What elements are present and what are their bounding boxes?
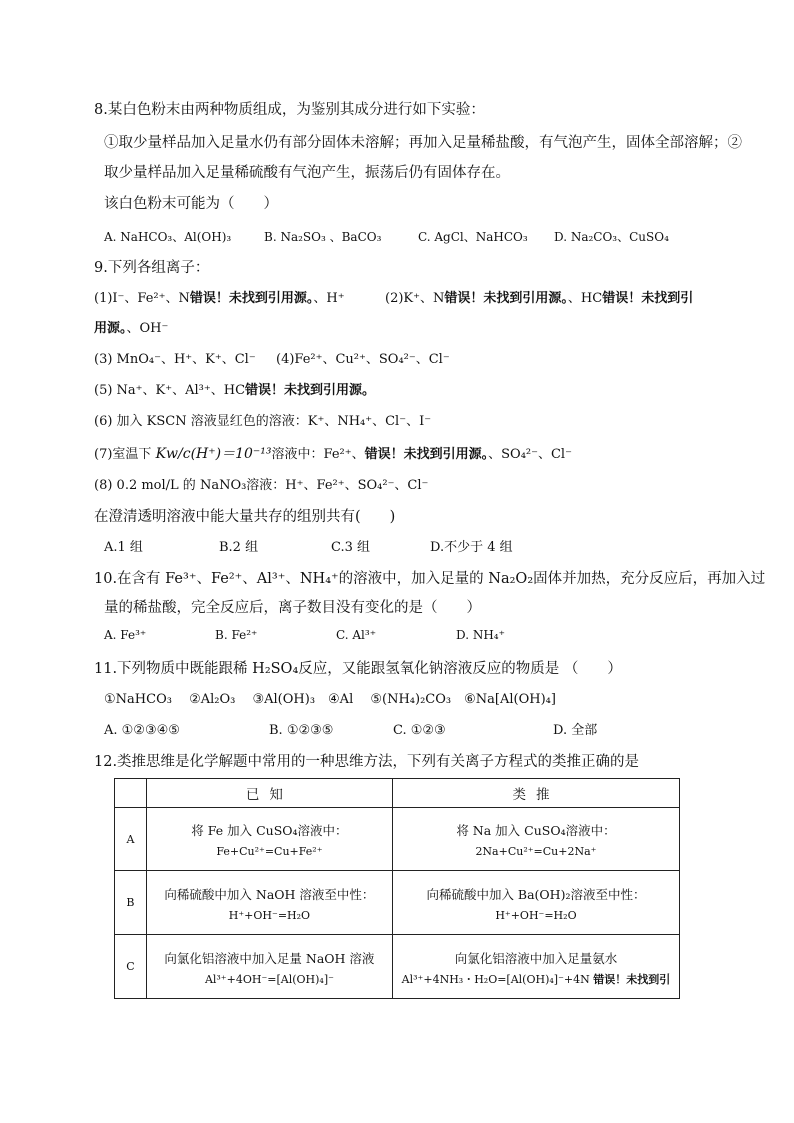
analogy-equation: 2Na+Cu²⁺=Cu+2Na⁺: [475, 845, 597, 858]
q11-stem: 11.下列物质中既能跟稀 H₂SO₄反应，又能跟氢氧化钠溶液反应的物质是 （ ）: [94, 661, 622, 677]
q8-option-a: A. NaHCO₃、Al(OH)₃: [104, 230, 232, 244]
q9-group1-ions: (1)I⁻、Fe²⁺、N: [94, 291, 190, 306]
q9-ref-error: 错误！未找到引用源。: [245, 383, 376, 398]
q10-option-c: C. Al³⁺: [336, 628, 377, 642]
known-description: 向稀硫酸中加入 NaOH 溶液至中性：: [164, 886, 375, 902]
ref-error: 错误！未找到引: [593, 972, 671, 986]
q9-group2: [385, 289, 693, 309]
q9-ref-error: 错误！未找到引用源。: [364, 447, 489, 462]
q9-group1: [94, 289, 345, 309]
q9-group7-mid: 溶液中：Fe²⁺、: [271, 447, 365, 462]
analogy-cell: [392, 808, 679, 871]
q8-experiment-line2: 取少量样品加入足量稀硫酸有气泡产生，振荡后仍有固体存在。: [104, 165, 510, 181]
known-description: 向氯化铝溶液中加入足量 NaOH 溶液: [164, 950, 375, 966]
analogy-equation: Al³⁺+4NH₃・H₂O=[Al(OH)₄]⁻+4N: [401, 972, 590, 986]
q9-ref-error: 错误！未找到引用源。: [444, 291, 568, 306]
table-row: [115, 871, 680, 935]
q11-option-d: D. 全部: [553, 723, 598, 738]
q9-question: 在澄清透明溶液中能大量共存的组别共有( ): [94, 509, 396, 525]
q8-option-c: C. AgCl、NaHCO₃: [418, 230, 528, 244]
q9-kw-value: ＝10⁻¹³: [221, 446, 272, 462]
q9-group3: (3) MnO₄⁻、H⁺、K⁺、Cl⁻: [94, 352, 256, 367]
table-header-blank: [115, 779, 147, 808]
q10-option-d: D. NH₄⁺: [456, 628, 505, 642]
q9-group5-ions: (5) Na⁺、K⁺、Al³⁺、HC: [94, 383, 246, 398]
q9-option-a: A.1 组: [104, 540, 143, 555]
q9-ref-error-part1: 错误！未找到引: [602, 291, 694, 306]
analogy-description: 向氯化铝溶液中加入足量氨水: [454, 950, 618, 966]
q10-line2: 量的稀盐酸，完全反应后，离子数目没有变化的是（ ）: [104, 600, 481, 616]
table-header-row: [115, 779, 680, 808]
q9-option-c: C.3 组: [331, 540, 371, 555]
known-equation: Fe+Cu²⁺=Cu+Fe²⁺: [216, 845, 323, 858]
q9-group8: (8) 0.2 mol/L 的 NaNO₃溶液：H⁺、Fe²⁺、SO₄²⁻、Cl⁻: [94, 478, 429, 493]
known-description: 将 Fe 加入 CuSO₄溶液中：: [191, 823, 348, 838]
q9-kw-expression: Kw/c(H⁺): [155, 446, 222, 462]
q8-question: 该白色粉末可能为（ ）: [104, 196, 278, 212]
q9-group1-tail: 、H⁺: [313, 291, 345, 306]
q9-group2-ions: (2)K⁺、N: [385, 291, 445, 306]
q9-group7-tail: 、SO₄²⁻、Cl⁻: [488, 447, 572, 462]
q9-group7: [94, 444, 572, 465]
q11-option-b: B. ①②③⑤: [269, 723, 334, 738]
q11-option-a: A. ①②③④⑤: [104, 723, 180, 738]
known-cell: [146, 871, 392, 935]
table-header-analogy: 类推: [392, 779, 679, 808]
table-row: [115, 935, 680, 999]
known-equation: H⁺+OH⁻=H₂O: [228, 908, 311, 922]
q9-ref-error-part2: 用源。: [94, 321, 127, 336]
analogy-equation-line: [393, 970, 679, 990]
analogy-cell: [392, 871, 679, 935]
q9-option-b: B.2 组: [219, 540, 259, 555]
q10-option-a: A. Fe³⁺: [104, 628, 147, 642]
q9-group4: (4)Fe²⁺、Cu²⁺、SO₄²⁻、Cl⁻: [276, 352, 450, 367]
row-label: A: [115, 808, 147, 871]
q8-stem: 8.某白色粉末由两种物质组成，为鉴别其成分进行如下实验：: [94, 102, 485, 118]
q9-group6: (6) 加入 KSCN 溶液显红色的溶液：K⁺、NH₄⁺、Cl⁻、I⁻: [94, 414, 432, 429]
q9-group5: [94, 381, 375, 401]
known-cell: [146, 935, 392, 999]
analogy-equation: H⁺+OH⁻=H₂O: [495, 908, 577, 922]
q9-option-d: D.不少于 4 组: [430, 540, 513, 555]
q11-items: ①NaHCO₃ ②Al₂O₃ ③Al(OH)₃ ④Al ⑤(NH₄)₂CO₃ ⑥Na[Al(OH)₄]: [104, 692, 556, 707]
q9-group2-cont: [94, 319, 168, 339]
q9-group2-tail: 、OH⁻: [126, 321, 169, 336]
row-label: C: [115, 935, 147, 999]
q8-experiment-line1: ①取少量样品加入足量水仍有部分固体未溶解；再加入足量稀盐酸，有气泡产生，固体全部溶解；②: [104, 135, 742, 151]
analogy-description: 向稀硫酸中加入 Ba(OH)₂溶液至中性：: [426, 886, 646, 902]
q11-option-c: C. ①②③: [393, 723, 446, 738]
table-header-known: 已知: [146, 779, 392, 808]
known-cell: [146, 808, 392, 871]
known-equation: Al³⁺+4OH⁻=[Al(OH)₄]⁻: [204, 972, 334, 986]
analogy-cell: [392, 935, 679, 999]
q12-table: [114, 778, 680, 999]
q9-group7-prefix: (7)室温下: [94, 447, 152, 462]
q10-line1: 10.在含有 Fe³⁺、Fe²⁺、Al³⁺、NH₄⁺的溶液中，加入足量的 Na₂O₂固体并加热，充分反应后，再加入过: [94, 571, 766, 587]
q9-stem: 9.下列各组离子：: [94, 260, 210, 276]
q8-option-d: D. Na₂CO₃、CuSO₄: [554, 230, 669, 244]
q9-group2-mid: 、HC: [567, 291, 603, 306]
q9-ref-error: 错误！未找到引用源。: [189, 291, 314, 306]
table-row: [115, 808, 680, 871]
q12-stem: 12.类推思维是化学解题中常用的一种思维方法，下列有关离子方程式的类推正确的是: [94, 754, 640, 770]
row-label: B: [115, 871, 147, 935]
q8-option-b: B. Na₂SO₃ 、BaCO₃: [264, 230, 382, 244]
q10-option-b: B. Fe²⁺: [215, 628, 258, 642]
analogy-description: 将 Na 加入 CuSO₄溶液中：: [456, 823, 616, 838]
